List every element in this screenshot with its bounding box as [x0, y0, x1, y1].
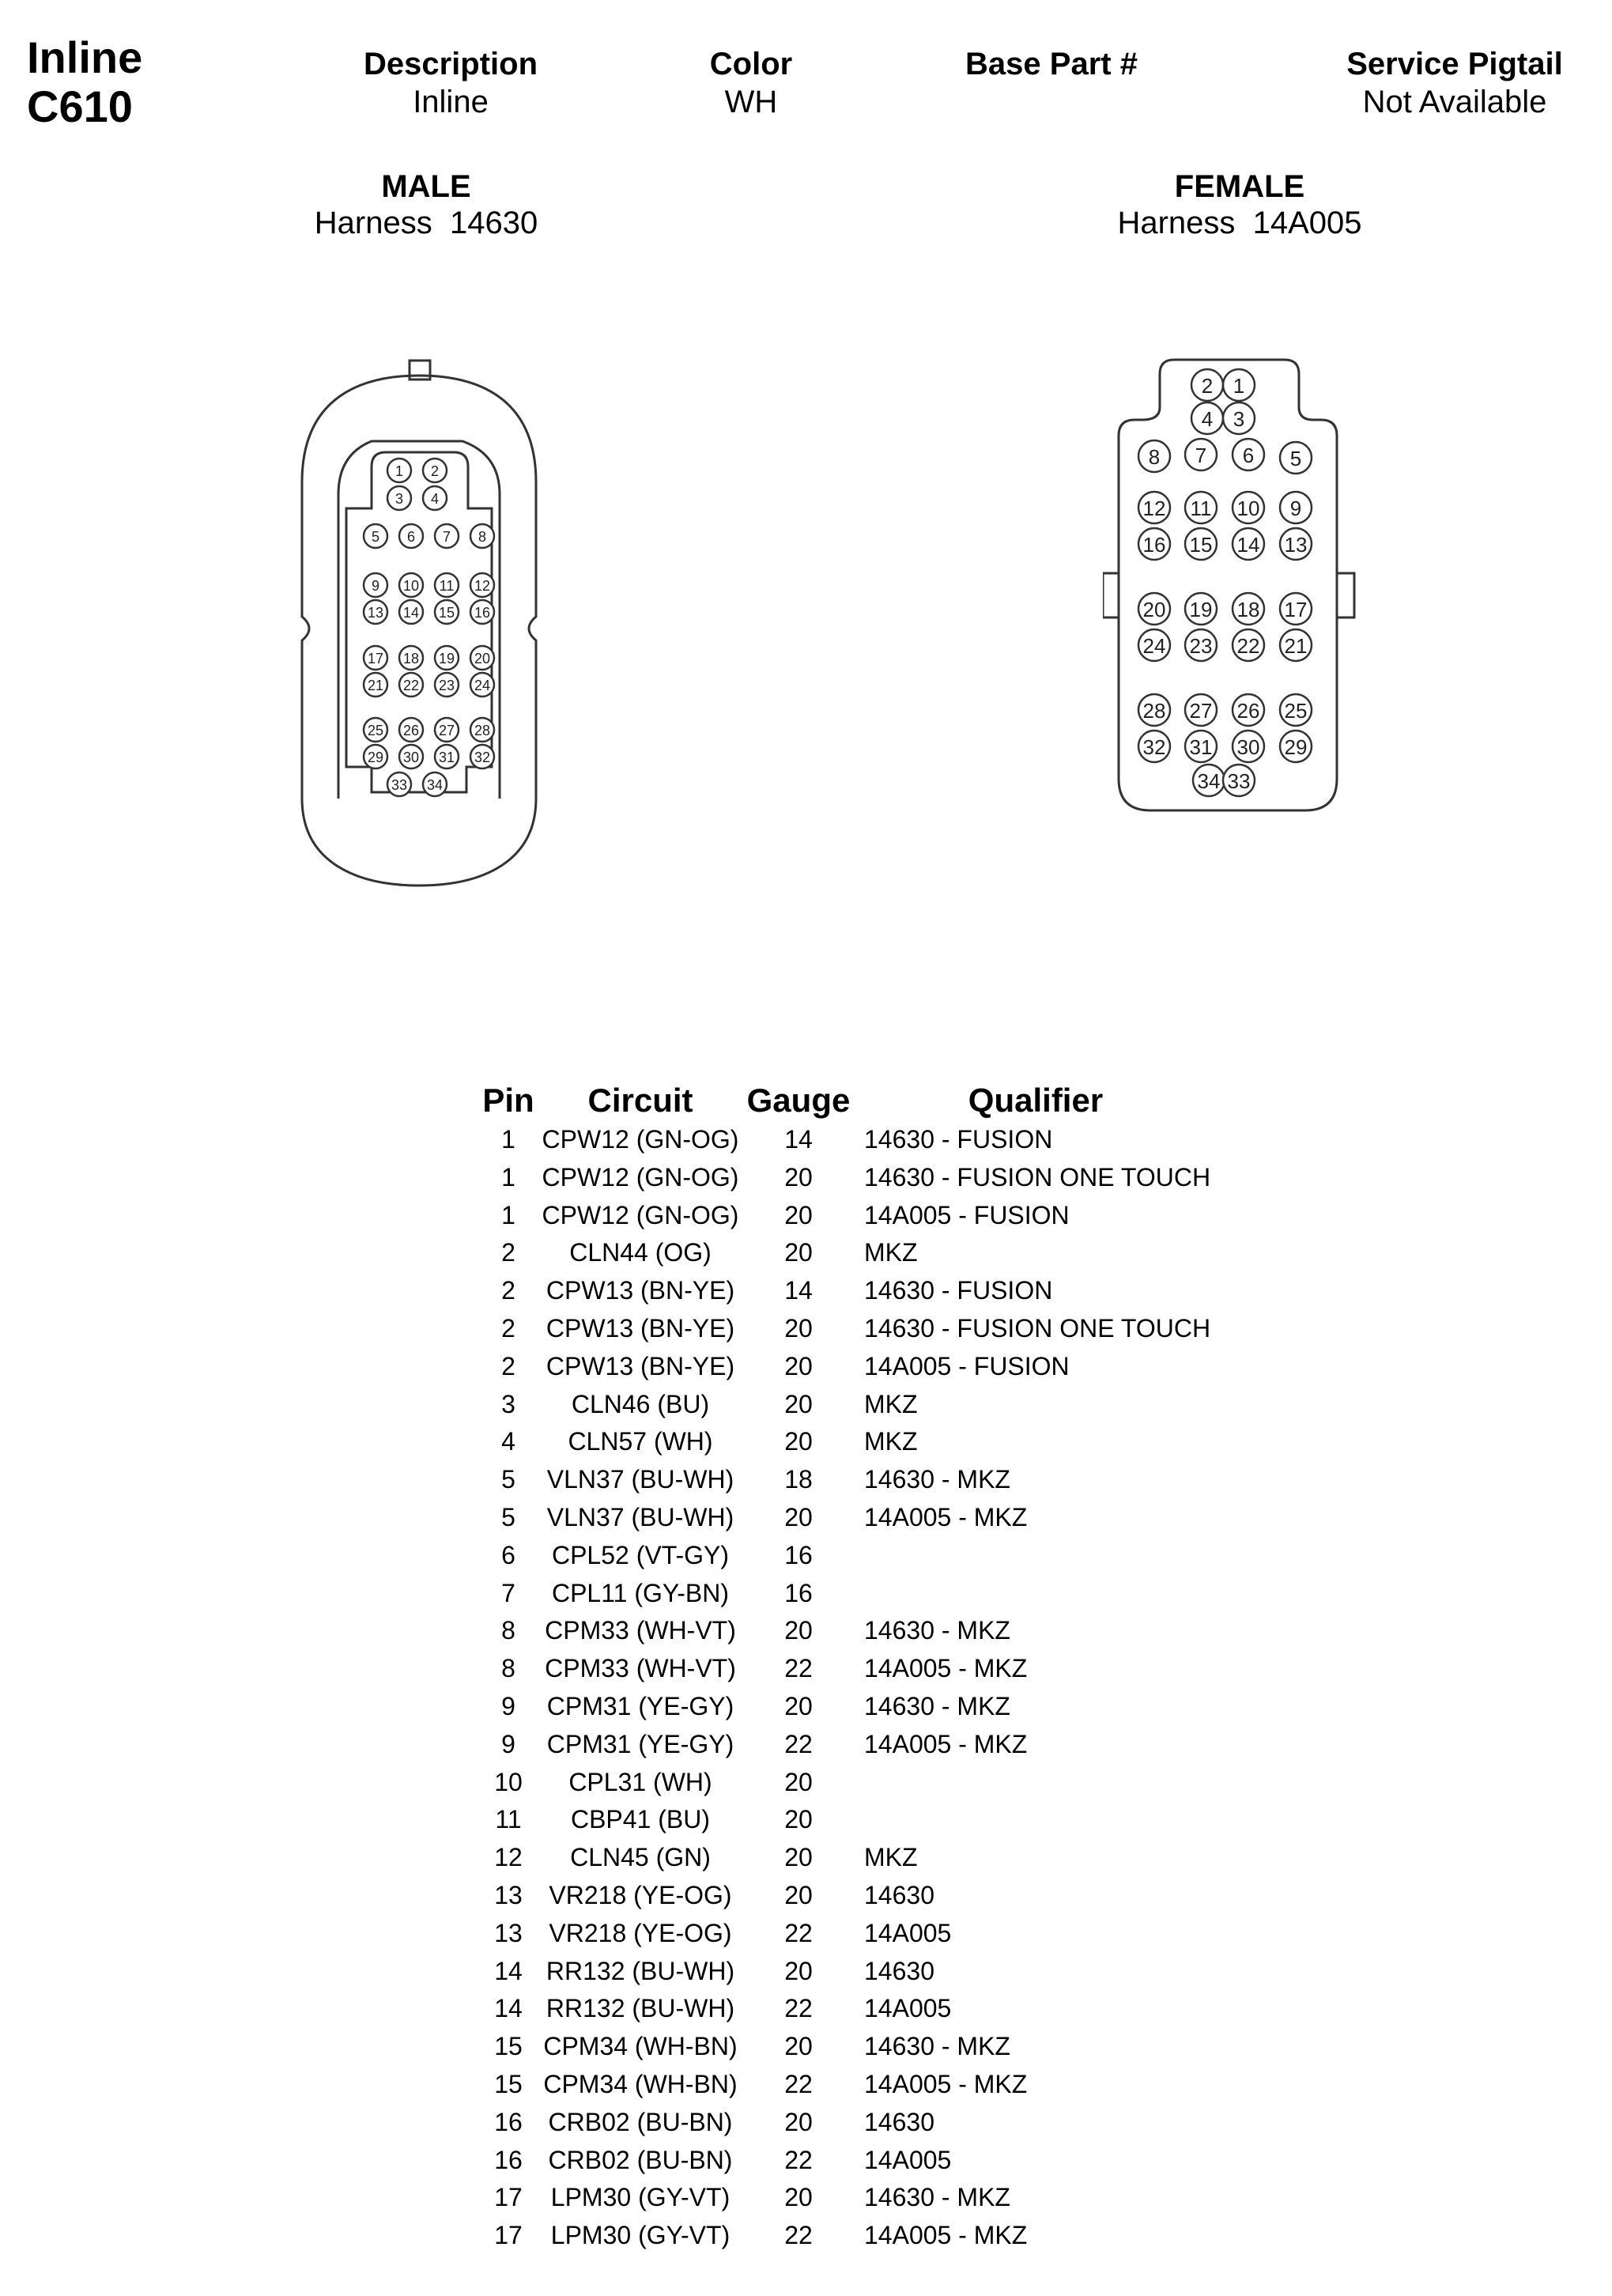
circuit-cell: CPM34 (WH-BN): [543, 2032, 738, 2061]
service-pigtail-label: Service Pigtail: [1346, 47, 1563, 81]
table-row: [0, 1498, 1612, 1536]
table-row: [0, 1763, 1612, 1801]
gauge-cell: 22: [784, 2070, 813, 2098]
female-pin-label: 26: [1236, 699, 1260, 723]
table-row: [0, 1120, 1612, 1158]
pin-cell: 8: [501, 1616, 515, 1645]
female-pin-label: 17: [1284, 598, 1308, 621]
female-pin-label: 27: [1189, 699, 1213, 723]
table-row: [0, 1574, 1612, 1612]
male-pin-label: 33: [391, 777, 408, 793]
gauge-cell: 20: [784, 2032, 813, 2061]
pin-cell: 7: [501, 1578, 515, 1607]
male-pin-label: 4: [430, 491, 440, 507]
table-row: [0, 1952, 1612, 1990]
pin-cell: 9: [501, 1692, 515, 1720]
qualifier-cell: 14A005 - MKZ: [864, 1654, 1028, 1683]
qualifier-cell: 14A005: [864, 2145, 952, 2174]
connector-type: Inline: [27, 32, 143, 82]
gauge-cell: 20: [784, 1843, 813, 1872]
female-pin-label: 1: [1233, 374, 1245, 398]
circuit-cell: CRB02 (BU-BN): [548, 2107, 733, 2136]
table-row: [0, 1385, 1612, 1423]
qualifier-cell: MKZ: [864, 1389, 918, 1418]
male-pin-label: 5: [371, 529, 380, 545]
pin-cell: 14: [494, 1994, 523, 2023]
circuit-cell: CPW12 (GN-OG): [542, 1162, 739, 1191]
pin-cell: 15: [494, 2070, 523, 2098]
description-value: Inline: [413, 85, 489, 119]
base-part-label: Base Part #: [965, 47, 1138, 81]
gauge-cell: 14: [784, 1276, 813, 1305]
table-row: [0, 1309, 1612, 1347]
gauge-cell: 20: [784, 1200, 813, 1229]
gauge-cell: 22: [784, 1729, 813, 1758]
qualifier-cell: 14630 - FUSION: [864, 1276, 1053, 1305]
female-pin-label: 12: [1142, 497, 1166, 520]
table-row: [0, 1800, 1612, 1838]
circuit-cell: CPW12 (GN-OG): [542, 1125, 739, 1154]
female-pin-label: 30: [1236, 735, 1260, 759]
male-pin-label: 12: [474, 578, 491, 594]
qualifier-cell: 14630 - MKZ: [864, 2183, 1010, 2212]
table-row: [0, 1989, 1612, 2027]
gauge-cell: 16: [784, 1540, 813, 1569]
female-pin-label: 16: [1142, 533, 1166, 557]
female-pin-label: 2: [1201, 374, 1214, 398]
circuit-cell: CPL11 (GY-BN): [551, 1578, 730, 1607]
circuit-cell: CPW13 (BN-YE): [546, 1314, 735, 1342]
table-row: [0, 1611, 1612, 1649]
table-row: [0, 2178, 1612, 2216]
circuit-cell: CPM33 (WH-VT): [545, 1616, 736, 1645]
table-row: [0, 1649, 1612, 1687]
pin-cell: 8: [501, 1654, 515, 1683]
qualifier-cell: 14A005 - FUSION: [864, 1351, 1070, 1380]
male-pin-label: 24: [474, 678, 491, 693]
gauge-cell: 20: [784, 1956, 813, 1985]
connector-code: C610: [27, 81, 133, 131]
qualifier-cell: 14630: [864, 1956, 934, 1985]
table-header: [0, 1078, 1612, 1119]
female-pin-label: 18: [1236, 598, 1260, 621]
circuit-cell: CLN45 (GN): [570, 1843, 711, 1872]
gauge-cell: 22: [784, 2145, 813, 2174]
gauge-cell: 20: [784, 1427, 813, 1456]
female-pin-label: 19: [1189, 598, 1213, 621]
male-pin-label: 7: [442, 529, 451, 545]
circuit-cell: CPL31 (WH): [568, 1767, 712, 1796]
circuit-cell: CPM33 (WH-VT): [545, 1654, 736, 1683]
gauge-cell: 22: [784, 1918, 813, 1947]
female-pin-label: 25: [1284, 699, 1308, 723]
circuit-cell: CLN44 (OG): [569, 1238, 712, 1267]
pin-cell: 5: [501, 1465, 515, 1494]
male-pin-label: 34: [426, 777, 444, 793]
pin-cell: 5: [501, 1503, 515, 1531]
pin-cell: 9: [501, 1729, 515, 1758]
female-side-tab-left: [1103, 573, 1119, 617]
male-harness: Harness 14630: [314, 206, 538, 240]
table-row: [0, 1725, 1612, 1763]
circuit-cell: CPW13 (BN-YE): [546, 1351, 735, 1380]
circuit-cell: LPM30 (GY-VT): [550, 2221, 730, 2250]
gauge-cell: 20: [784, 2107, 813, 2136]
male-pin-label: 30: [402, 750, 420, 765]
pin-cell: 2: [501, 1238, 515, 1267]
male-pin-label: 17: [367, 651, 384, 667]
female-pin-label: 9: [1289, 497, 1302, 520]
female-harness: Harness 14A005: [1117, 206, 1362, 240]
qualifier-cell: 14630 - FUSION: [864, 1125, 1053, 1154]
female-side-tab-right: [1337, 573, 1354, 617]
qualifier-cell: 14A005: [864, 1994, 952, 2023]
qualifier-cell: MKZ: [864, 1238, 918, 1267]
male-pin-label: 8: [478, 529, 487, 545]
base-part-column: [925, 45, 1178, 83]
circuit-cell: LPM30 (GY-VT): [550, 2183, 730, 2212]
circuit-cell: VR218 (YE-OG): [549, 1918, 732, 1947]
pin-cell: 15: [494, 2032, 523, 2061]
circuit-cell: RR132 (BU-WH): [546, 1994, 735, 2023]
pin-cell: 12: [494, 1843, 523, 1872]
gauge-cell: 20: [784, 1162, 813, 1191]
gauge-cell: 22: [784, 1994, 813, 2023]
circuit-cell: CLN57 (WH): [568, 1427, 713, 1456]
circuit-cell: CPL52 (VT-GY): [551, 1540, 730, 1569]
pin-cell: 6: [501, 1540, 515, 1569]
circuit-cell: CPW13 (BN-YE): [546, 1276, 735, 1305]
qualifier-cell: 14630 - MKZ: [864, 1616, 1010, 1645]
gauge-cell: 20: [784, 1503, 813, 1531]
qualifier-cell: 14A005 - MKZ: [864, 2221, 1028, 2250]
gauge-cell: 22: [784, 2221, 813, 2250]
male-pin-label: 20: [474, 651, 491, 667]
circuit-cell: CLN46 (BU): [571, 1389, 710, 1418]
pin-cell: 14: [494, 1956, 523, 1985]
table-row: [0, 1914, 1612, 1952]
service-pigtail-column: [1320, 45, 1589, 121]
qualifier-cell: 14A005 - MKZ: [864, 2070, 1028, 2098]
male-pin-label: 29: [367, 750, 384, 765]
gauge-cell: 20: [784, 1881, 813, 1909]
male-pin-label: 10: [402, 578, 420, 594]
qualifier-cell: MKZ: [864, 1843, 918, 1872]
gauge-cell: 20: [784, 2183, 813, 2212]
pin-cell: 17: [494, 2221, 523, 2250]
pin-cell: 3: [501, 1389, 515, 1418]
male-pin-label: 1: [395, 463, 404, 479]
male-pin-label: 9: [371, 578, 380, 594]
female-pin-label: 31: [1189, 735, 1213, 759]
female-pin-label: 8: [1148, 445, 1161, 469]
female-pin-label: 4: [1201, 407, 1214, 431]
male-pin-label: 13: [367, 605, 384, 621]
gauge-cell: 20: [784, 1767, 813, 1796]
qualifier-cell: 14630 - FUSION ONE TOUCH: [864, 1314, 1211, 1342]
female-connector-diagram: [1103, 352, 1372, 826]
qualifier-cell: 14A005 - FUSION: [864, 1200, 1070, 1229]
female-pin-label: 5: [1289, 447, 1302, 470]
qualifier-cell: MKZ: [864, 1427, 918, 1456]
gauge-cell: 22: [784, 1654, 813, 1683]
male-pin-label: 2: [430, 463, 440, 479]
table-row: [0, 1196, 1612, 1234]
male-pin-label: 32: [474, 750, 491, 765]
qualifier-cell: 14A005 - MKZ: [864, 1729, 1028, 1758]
female-pin-label: 34: [1197, 769, 1221, 793]
table-row: [0, 2065, 1612, 2103]
color-column: [664, 45, 838, 121]
male-connector-diagram: [293, 356, 546, 909]
female-pin-label: 13: [1284, 533, 1308, 557]
female-pin-label: 11: [1190, 497, 1212, 520]
color-value: WH: [724, 85, 778, 119]
male-pin-label: 26: [402, 723, 420, 738]
female-pin-label: 7: [1195, 444, 1207, 467]
circuit-cell: VR218 (YE-OG): [549, 1881, 732, 1909]
table-row: [0, 1687, 1612, 1725]
male-title: MALE: [381, 169, 471, 204]
color-label: Color: [709, 47, 793, 81]
table-row: [0, 1838, 1612, 1876]
male-pin-label: 31: [438, 750, 455, 765]
table-row: [0, 2103, 1612, 2141]
male-pin-label: 21: [367, 678, 384, 693]
female-pin-label: 10: [1236, 497, 1260, 520]
gauge-cell: 18: [784, 1465, 813, 1494]
qualifier-cell: 14630: [864, 1881, 934, 1909]
female-pin-label: 20: [1142, 598, 1166, 621]
male-pin-label: 25: [367, 723, 384, 738]
table-row: [0, 2216, 1612, 2254]
gauge-cell: 14: [784, 1125, 813, 1154]
male-pin-label: 14: [402, 605, 420, 621]
pin-cell: 2: [501, 1276, 515, 1305]
table-row: [0, 1536, 1612, 1574]
qualifier-cell: 14630 - MKZ: [864, 1692, 1010, 1720]
description-label: Description: [363, 47, 538, 81]
circuit-cell: RR132 (BU-WH): [546, 1956, 735, 1985]
female-pin-label: 33: [1227, 769, 1251, 793]
pin-cell: 2: [501, 1351, 515, 1380]
gauge-cell: 16: [784, 1578, 813, 1607]
male-pin-label: 23: [438, 678, 455, 693]
female-pin-label: 24: [1142, 634, 1166, 658]
female-pin-label: 3: [1233, 407, 1245, 431]
gauge-cell: 20: [784, 1351, 813, 1380]
pin-cell: 1: [501, 1162, 515, 1191]
female-pin-label: 32: [1142, 735, 1166, 759]
male-pin-label: 28: [474, 723, 491, 738]
circuit-cell: CBP41 (BU): [570, 1805, 711, 1834]
pin-cell: 2: [501, 1314, 515, 1342]
description-column: [332, 45, 569, 121]
qualifier-cell: 14A005: [864, 1918, 952, 1947]
service-pigtail-value: Not Available: [1362, 85, 1547, 119]
male-pin-label: 15: [438, 605, 455, 621]
male-pin-label: 11: [439, 578, 455, 594]
table-row: [0, 1876, 1612, 1914]
male-pin-label: 19: [438, 651, 455, 667]
gauge-cell: 20: [784, 1616, 813, 1645]
male-pin-label: 6: [406, 529, 416, 545]
table-row: [0, 1347, 1612, 1385]
male-pin-label: 22: [402, 678, 420, 693]
female-pin-label: 6: [1242, 444, 1255, 467]
pin-cell: 13: [494, 1918, 523, 1947]
female-pin-label: 23: [1189, 634, 1213, 658]
female-pin-label: 14: [1236, 533, 1260, 557]
circuit-header: Circuit: [587, 1082, 693, 1119]
female-title: FEMALE: [1174, 169, 1305, 204]
table-row: [0, 1233, 1612, 1271]
circuit-cell: VLN37 (BU-WH): [546, 1465, 734, 1494]
pin-cell: 1: [501, 1125, 515, 1154]
qualifier-cell: 14630 - MKZ: [864, 1465, 1010, 1494]
circuit-cell: CRB02 (BU-BN): [548, 2145, 733, 2174]
female-pin-label: 15: [1189, 533, 1213, 557]
table-row: [0, 1422, 1612, 1460]
pin-cell: 11: [495, 1805, 522, 1834]
male-heading: [244, 168, 608, 241]
qualifier-cell: 14630 - FUSION ONE TOUCH: [864, 1162, 1211, 1191]
pin-cell: 16: [494, 2107, 523, 2136]
male-pin-label: 16: [474, 605, 491, 621]
male-pin-label: 3: [395, 491, 404, 507]
table-row: [0, 1158, 1612, 1196]
pin-header: Pin: [482, 1082, 534, 1119]
male-pin-label: 27: [438, 723, 455, 738]
gauge-cell: 20: [784, 1314, 813, 1342]
female-pin-label: 28: [1142, 699, 1166, 723]
qualifier-cell: 14A005 - MKZ: [864, 1503, 1028, 1531]
gauge-header: Gauge: [746, 1082, 851, 1119]
circuit-cell: VLN37 (BU-WH): [546, 1503, 734, 1531]
table-row: [0, 1271, 1612, 1309]
qualifier-header: Qualifier: [968, 1082, 1104, 1119]
pin-cell: 4: [501, 1427, 515, 1456]
table-row: [0, 1460, 1612, 1498]
table-row: [0, 2141, 1612, 2179]
qualifier-cell: 14630: [864, 2107, 934, 2136]
pin-cell: 13: [494, 1881, 523, 1909]
circuit-cell: CPM31 (YE-GY): [546, 1729, 734, 1758]
gauge-cell: 20: [784, 1389, 813, 1418]
pin-cell: 16: [494, 2145, 523, 2174]
gauge-cell: 20: [784, 1238, 813, 1267]
pin-cell: 10: [494, 1767, 523, 1796]
qualifier-cell: 14630 - MKZ: [864, 2032, 1010, 2061]
male-pin-label: 18: [402, 651, 420, 667]
pin-cell: 1: [501, 1200, 515, 1229]
female-heading: [1058, 168, 1421, 241]
circuit-cell: CPM31 (YE-GY): [546, 1692, 734, 1720]
circuit-cell: CPM34 (WH-BN): [543, 2070, 738, 2098]
pin-cell: 17: [494, 2183, 523, 2212]
table-row: [0, 2027, 1612, 2065]
circuit-cell: CPW12 (GN-OG): [542, 1200, 739, 1229]
female-pin-label: 22: [1236, 634, 1260, 658]
gauge-cell: 20: [784, 1805, 813, 1834]
female-pin-label: 29: [1284, 735, 1308, 759]
female-pin-label: 21: [1284, 634, 1308, 658]
gauge-cell: 20: [784, 1692, 813, 1720]
